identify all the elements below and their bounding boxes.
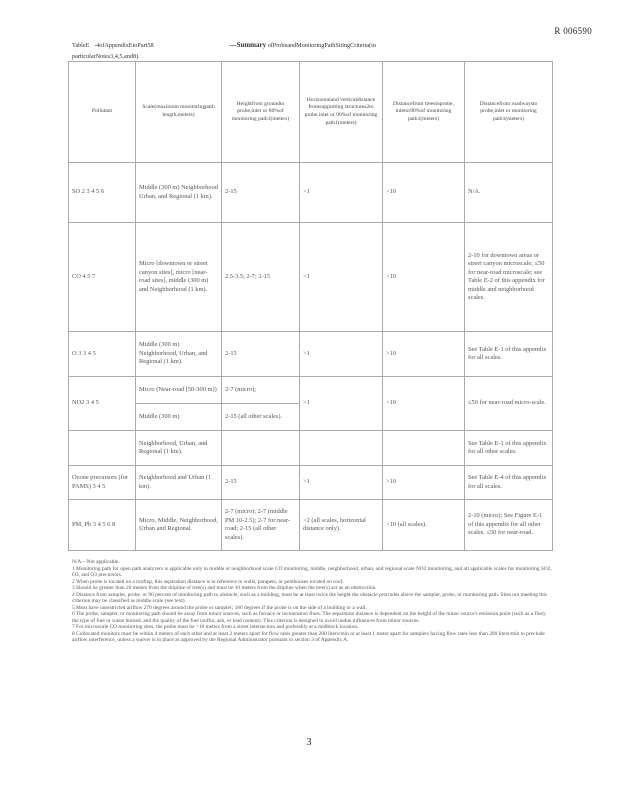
cell-height xyxy=(222,431,300,466)
cell-trees xyxy=(383,431,465,466)
cell-height: 2.5-3.5; 2-7; 2-15 xyxy=(222,223,300,332)
cell-trees: >10 xyxy=(383,332,465,377)
caption-line2: particularNotes3,4,5,and8). xyxy=(72,53,140,60)
footnote: 6 The probe, sampler, or monitoring path should be away from minor sources, such as furnace or incineration flues. The separation distance is dependent on the height of the minor source's emission point (such as a flue), the type of fuel or waste burned, and the quality of the fuel (sulfur, ash, or lead content). This criterion is designed to avoid undue influences from minor sources. xyxy=(72,611,547,624)
siting-criteria-table xyxy=(68,61,553,551)
cell-roadway: ≤50 for near-road micro-scale. xyxy=(465,377,553,431)
cell-height: 2-15 (all other scales). xyxy=(222,404,300,431)
cell-height: 2-15 xyxy=(222,332,300,377)
caption-summary: —Summary xyxy=(229,41,267,49)
footnote: 8 Collocated monitors must be within 4 meters of each other and at least 2 meters apart for flow rates greater than 200 liters/min or at least 1 meter apart for samplers having flow rates less than 200 liters/min to preclude airflow interference, unless a waiver is in place as approved by the Regional Administrator pursuant to section 3 of Appendix A. xyxy=(72,630,545,643)
document-id: R 006590 xyxy=(554,26,592,36)
cell-pollutant: SO 2 3 4 5 6 xyxy=(69,163,136,223)
cell-horizontal xyxy=(300,431,383,466)
cell-roadway: See Table E-1 of this appendix for all other scales. xyxy=(465,431,553,466)
table-row xyxy=(69,466,553,500)
cell-trees: >10 xyxy=(383,163,465,223)
table-caption xyxy=(72,40,542,62)
table-row xyxy=(69,223,553,332)
footnote: N/A—Not applicable. xyxy=(72,559,120,565)
table-row xyxy=(69,500,553,551)
footnote: 1 Monitoring path for open path analyzers is applicable only to middle or neighborhood scale CO monitoring, middle, neighborhood, urban, and regional scale NO2 monitoring, and all applicable scales for monitoring SO2, O3, and O3 precursors. xyxy=(72,565,552,578)
cell-scale: Middle (300 m) Neighborhood Urban, and Regional (1 km). xyxy=(136,163,222,223)
header-height: Heightfrom groundto probe,inlet or 80%of monitoring path1(meters) xyxy=(222,62,300,163)
header-horizontal-distance: Horizontaland verticaldistance fromsupporting structures2to probe,inlet or 90%of monitoring path1(meters) xyxy=(300,62,383,163)
cell-roadway: See Table E-1 of this appendix for all scales. xyxy=(465,332,553,377)
cell-horizontal: >1 xyxy=(300,163,383,223)
cell-roadway: See Table E-4 of this appendix for all scales. xyxy=(465,466,553,500)
cell-trees: >10 xyxy=(383,223,465,332)
cell-scale: Middle (300 m) xyxy=(136,404,222,431)
cell-height: 2-15 xyxy=(222,163,300,223)
cell-horizontal: >1 xyxy=(300,466,383,500)
cell-roadway: N/A. xyxy=(465,163,553,223)
header-tree-distance: Distancefrom treestoprobe, inletor90%of monitoring path1(meters) xyxy=(383,62,465,163)
header-scale: Scale(maximum monitoringpath length,meters) xyxy=(136,62,222,163)
table-row xyxy=(69,163,553,223)
footnote: 3 Should be greater than 20 meters from the dripline of tree(s) and must be 10 meters from the dripline when the tree(s) act as an obstruction. xyxy=(72,585,377,591)
cell-pollutant: NO2 3 4 5 xyxy=(69,377,136,431)
header-pollutant: Pollutant xyxy=(69,62,136,163)
cell-trees: >10 (all scales). xyxy=(383,500,465,551)
cell-scale: Middle (300 m) Neighborhood, Urban, and Regional (1 km). xyxy=(136,332,222,377)
cell-pollutant xyxy=(69,431,136,466)
table-footnotes xyxy=(72,559,552,644)
cell-horizontal: >1 xyxy=(300,223,383,332)
cell-scale: Micro, Middle, Neighborhood, Urban and Regional. xyxy=(136,500,222,551)
cell-roadway: 2-10 (micro); See Figure E-1 of this appendix for all other scales. ≤50 for near-road. xyxy=(465,500,553,551)
footnote: 2 When probe is located on a rooftop, this separation distance is in reference to walls, parapets, or penthouses located on roof. xyxy=(72,578,344,585)
cell-pollutant: O 3 3 4 5 xyxy=(69,332,136,377)
table-row xyxy=(69,431,553,466)
page-number: 3 xyxy=(306,737,312,748)
cell-trees: >10 xyxy=(383,466,465,500)
cell-height: 2-7 (micro); xyxy=(222,377,300,404)
table-header-row xyxy=(69,62,553,163)
cell-trees: >10 xyxy=(383,377,465,431)
cell-scale: Micro [downtown or street canyon sites], micro [near-road sites], middle (300 m) and Neighborhood (1 km). xyxy=(136,223,222,332)
footnote: 4 Distance from sampler, probe, or 90 percent of monitoring path to obstacle, such as a building, must be at least twice the height the obstacle protrudes above the sampler, probe, or monitoring path. Sites not meeting this criterion may be classified as middle scale (see text). xyxy=(72,591,548,604)
cell-scale: Neighborhood and Urban (1 km). xyxy=(136,466,222,500)
cell-pollutant: Ozone precursors (for PAMS) 3 4 5 xyxy=(69,466,136,500)
cell-scale: Neighborhood, Urban, and Regional (1 km). xyxy=(136,431,222,466)
cell-horizontal: >1 xyxy=(300,332,383,377)
footnote: 5 Must have unrestricted airflow 270 degrees around the probe or sampler; 180 degrees if the probe is on the side of a building or a wall. xyxy=(72,604,367,611)
table-row xyxy=(69,332,553,377)
caption-label xyxy=(72,40,152,51)
cell-roadway: 2-10 for downtown areas or street canyon microscale; ≤50 for near-road microscale; see Table E-2 of this appendix for middle and neighborhood scales. xyxy=(465,223,553,332)
cell-pollutant: CO 4 5 7 xyxy=(69,223,136,332)
footnote: 7 For microscale CO monitoring sites, the probe must be >10 meters from a street intersection and preferably at a midblock location. xyxy=(72,624,359,630)
header-roadway-distance: Distancefrom roadwaysto probe,inlet or monitoring path1(meters) xyxy=(465,62,553,163)
cell-horizontal: >2 (all scales, horizontal distance only). xyxy=(300,500,383,551)
caption-title: ofProbeandMonitoringPathSitingCriteria(in xyxy=(267,42,376,49)
caption-ref: -4ofAppendixEtoPart58 xyxy=(94,42,154,49)
cell-horizontal: >1 xyxy=(300,377,383,431)
cell-pollutant: PM, Pb 3 4 5 6 8 xyxy=(69,500,136,551)
cell-height: 2-7 (micro); 2-7 (middle PM 10-2.5); 2-7 for near-road; 2-15 (all other scales). xyxy=(222,500,300,551)
cell-scale: Micro (Near-road [50-300 m]) xyxy=(136,377,222,404)
cell-height: 2-15 xyxy=(222,466,300,500)
caption-table-label: TableE xyxy=(72,42,90,49)
table-row xyxy=(69,377,553,404)
